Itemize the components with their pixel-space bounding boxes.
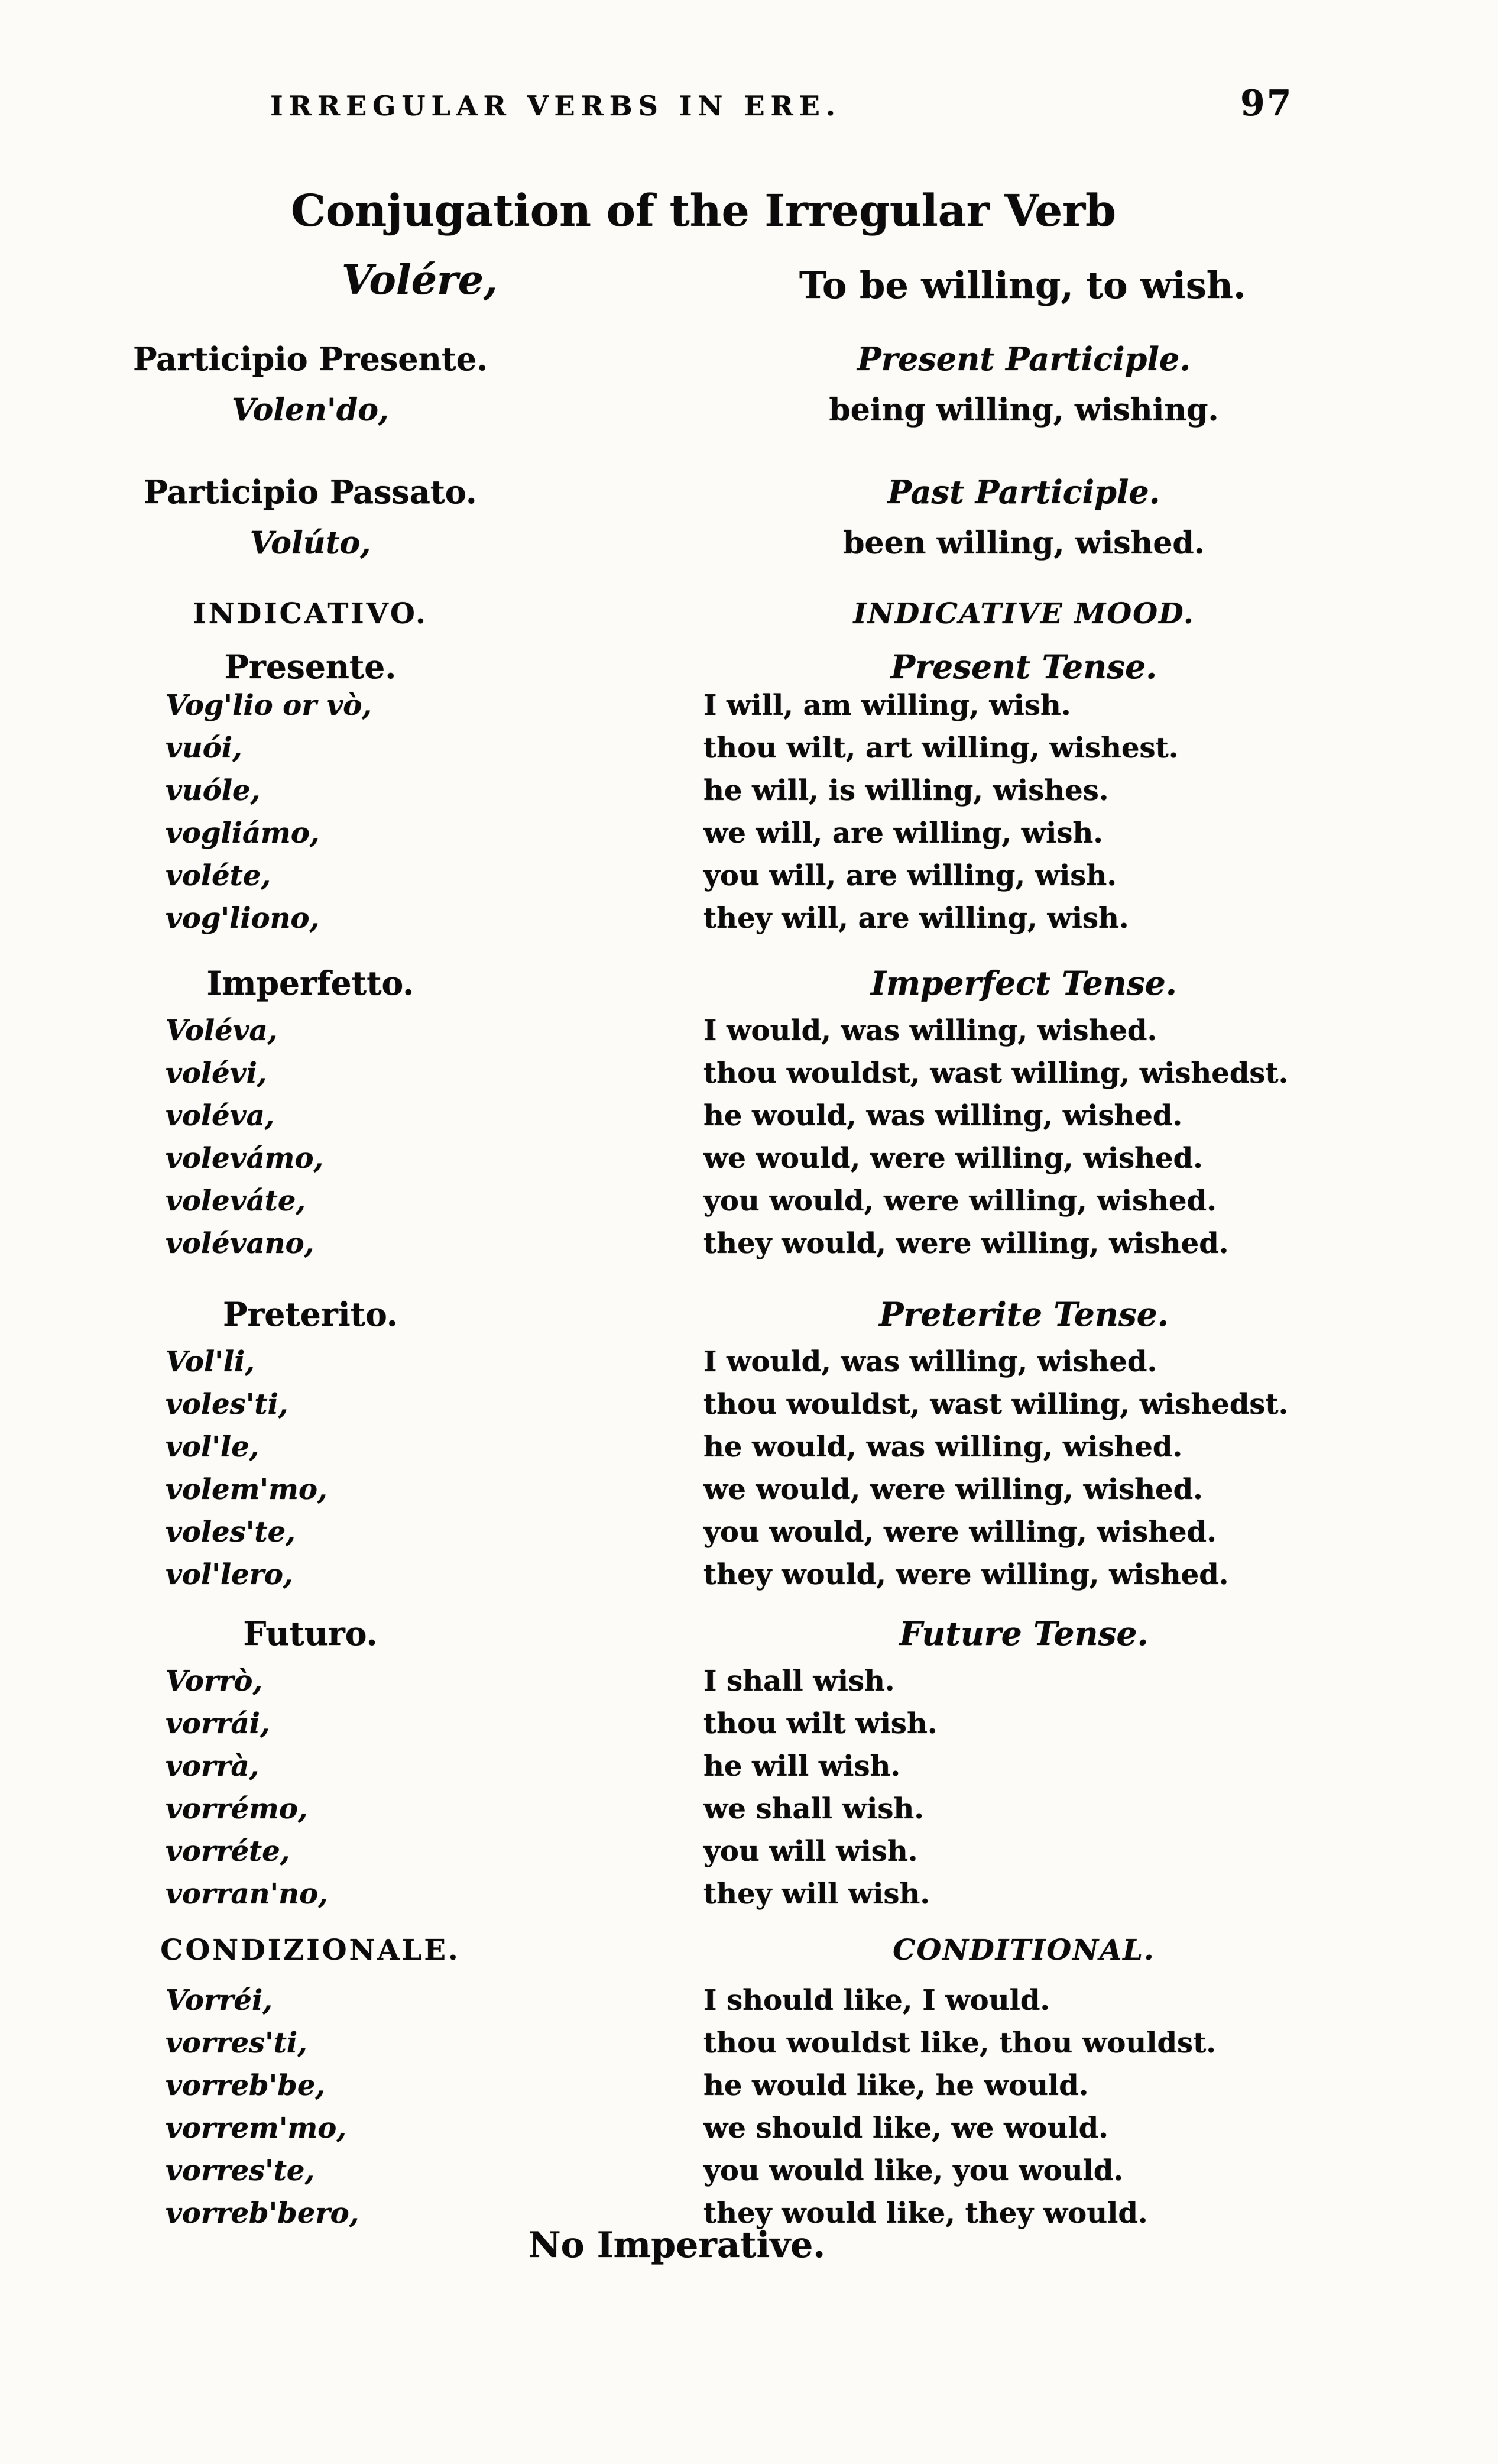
present-participle-block [0, 340, 1498, 444]
translation-english: I shall wish. [703, 1665, 895, 1698]
conjugation-row [0, 689, 1498, 731]
conjugation-row [0, 2069, 1498, 2112]
verb-form-italian: vol'le, [166, 1430, 260, 1463]
conjugation-row [0, 1227, 1498, 1270]
tense-label-italian: Futuro. [243, 1614, 378, 1653]
translation-english: you will wish. [703, 1835, 918, 1868]
verb-form-italian: volévano, [166, 1227, 314, 1260]
tense-label-english: Present Tense. [890, 647, 1157, 686]
conjugation-row [0, 859, 1498, 902]
conjugation-row [0, 1665, 1498, 1707]
translation-english: we should like, we would. [703, 2112, 1108, 2145]
conjugation-row [0, 1014, 1498, 1057]
section-heading-line [0, 1614, 1498, 1665]
conjugation-row [0, 1099, 1498, 1142]
conjugation-row [0, 2112, 1498, 2154]
verb-form-italian: vorreb'bero, [166, 2197, 359, 2230]
conjugation-row [0, 817, 1498, 859]
no-imperative-note: No Imperative. [528, 2225, 826, 2266]
verb-form-italian: vuóle, [166, 774, 261, 807]
past-participle-block [0, 473, 1498, 577]
tense-label-italian: Presente. [224, 647, 397, 686]
verb-form-italian: volévi, [166, 1057, 267, 1090]
page-number: 97 [1240, 83, 1293, 124]
participle-label-english: Past Participle. [887, 473, 1160, 511]
translation-english: I should like, I would. [703, 1984, 1050, 2017]
verb-form-italian: volevámo, [166, 1142, 324, 1175]
tense-label-italian: Imperfetto. [206, 964, 414, 1002]
translation-english: you will, are willing, wish. [703, 859, 1117, 892]
translation-english: we shall wish. [703, 1792, 924, 1825]
running-header: IRREGULAR VERBS IN ERE. [270, 90, 841, 122]
translation-english: thou wouldst, wast willing, wishedst. [703, 1057, 1289, 1090]
verb-form-italian: vorres'te, [166, 2154, 315, 2187]
verb-form-italian: Vog'lio or vò, [166, 689, 372, 722]
participle-label-english: Present Participle. [857, 340, 1191, 378]
verb-form-italian: vorrà, [166, 1750, 260, 1783]
conjugation-row [0, 2026, 1498, 2069]
translation-english: he will wish. [703, 1750, 901, 1783]
translation-english: they would, were willing, wished. [703, 1558, 1229, 1591]
tense-label-english: Future Tense. [899, 1614, 1149, 1653]
translation-english: you would like, you would. [703, 2154, 1124, 2187]
verb-form-italian: vuói, [166, 731, 242, 765]
translation-english: we will, are willing, wish. [703, 817, 1103, 850]
conjugation-row [0, 1388, 1498, 1430]
verb-form-italian: vorrémo, [166, 1792, 308, 1825]
verb-form-italian: volem'mo, [166, 1473, 328, 1506]
conjugation-row [0, 1984, 1498, 2026]
conjugation-row [0, 731, 1498, 774]
mood-label-italian: CONDIZIONALE. [160, 1934, 461, 1967]
verb-form-italian: vol'lero, [166, 1558, 293, 1591]
translation-english: we would, were willing, wished. [703, 1142, 1203, 1175]
section-heading-line [0, 1934, 1498, 1984]
verb-form-italian: voleváte, [166, 1184, 306, 1218]
translation-english: he will, is willing, wishes. [703, 774, 1109, 807]
translation-english: they would like, they would. [703, 2197, 1148, 2230]
conjugation-row [0, 1516, 1498, 1558]
verb-form-italian: Vorréi, [166, 1984, 273, 2017]
translation-english: I would, was willing, wished. [703, 1345, 1157, 1378]
tense-label-italian: Preterito. [223, 1295, 398, 1333]
tense-label-english: Preterite Tense. [879, 1295, 1169, 1333]
participle-form-italian: Volúto, [249, 525, 371, 561]
conjugation-section [0, 1295, 1498, 1601]
translation-english: thou wouldst like, thou wouldst. [703, 2026, 1216, 2060]
conjugation-row [0, 2154, 1498, 2197]
section-heading-line [0, 964, 1498, 1014]
participle-form-english: being willing, wishing. [829, 392, 1219, 428]
conjugation-row [0, 1057, 1498, 1099]
verb-form-italian: Vorrò, [166, 1665, 263, 1698]
section-heading-line [0, 1295, 1498, 1345]
verb-infinitive-italian: Volére, [342, 257, 498, 304]
section-heading-line [0, 647, 1498, 689]
conjugation-row [0, 1877, 1498, 1920]
conjugation-section [0, 1934, 1498, 2239]
translation-english: thou wouldst, wast willing, wishedst. [703, 1388, 1289, 1421]
mood-label-english: CONDITIONAL. [893, 1934, 1155, 1967]
participle-form-italian: Volen'do, [232, 392, 389, 428]
conjugation-row [0, 1184, 1498, 1227]
translation-english: I would, was willing, wished. [703, 1014, 1157, 1047]
mood-label-italian: INDICATIVO. [193, 597, 428, 630]
conjugation-row [0, 774, 1498, 817]
verb-form-italian: vorreb'be, [166, 2069, 326, 2102]
participle-label-italian: Participio Presente. [132, 340, 488, 378]
translation-english: they will, are willing, wish. [703, 902, 1129, 935]
verb-form-italian: vorran'no, [166, 1877, 328, 1911]
conjugation-row [0, 1835, 1498, 1877]
verb-meaning-english: To be willing, to wish. [799, 264, 1246, 307]
verb-form-italian: vorréte, [166, 1835, 290, 1868]
mood-label-english: INDICATIVE MOOD. [853, 597, 1195, 630]
verb-form-italian: vorres'ti, [166, 2026, 307, 2060]
page-title: Conjugation of the Irregular Verb [291, 186, 1116, 237]
conjugation-row [0, 1345, 1498, 1388]
verb-form-italian: voléva, [166, 1099, 275, 1132]
translation-english: he would, was willing, wished. [703, 1430, 1183, 1463]
translation-english: we would, were willing, wished. [703, 1473, 1203, 1506]
translation-english: thou wilt wish. [703, 1707, 938, 1740]
conjugation-section [0, 1614, 1498, 1920]
participle-form-english: been willing, wished. [843, 525, 1205, 561]
verb-form-italian: vorrem'mo, [166, 2112, 347, 2145]
conjugation-row [0, 1430, 1498, 1473]
translation-english: you would, were willing, wished. [703, 1184, 1217, 1218]
conjugation-row [0, 1558, 1498, 1601]
verb-form-italian: vogliámo, [166, 817, 320, 850]
translation-english: you would, were willing, wished. [703, 1516, 1217, 1549]
conjugation-row [0, 1707, 1498, 1750]
translation-english: I will, am willing, wish. [703, 689, 1071, 722]
conjugation-row [0, 902, 1498, 944]
tense-label-english: Imperfect Tense. [871, 964, 1177, 1002]
conjugation-section [0, 597, 1498, 944]
participle-label-italian: Participio Passato. [144, 473, 477, 511]
verb-form-italian: voles'te, [166, 1516, 296, 1549]
translation-english: he would, was willing, wished. [703, 1099, 1183, 1132]
verb-form-italian: vorrái, [166, 1707, 270, 1740]
conjugation-row [0, 1750, 1498, 1792]
verb-form-italian: voles'ti, [166, 1388, 288, 1421]
verb-form-italian: vog'liono, [166, 902, 320, 935]
verb-form-italian: Vol'li, [166, 1345, 255, 1378]
translation-english: he would like, he would. [703, 2069, 1089, 2102]
translation-english: they will wish. [703, 1877, 930, 1911]
translation-english: they would, were willing, wished. [703, 1227, 1229, 1260]
conjugation-row [0, 1792, 1498, 1835]
verb-form-italian: voléte, [166, 859, 271, 892]
verb-form-italian: Voléva, [166, 1014, 278, 1047]
conjugation-section [0, 964, 1498, 1270]
conjugation-row [0, 1473, 1498, 1516]
translation-english: thou wilt, art willing, wishest. [703, 731, 1179, 765]
section-heading-line [0, 597, 1498, 647]
conjugation-row [0, 1142, 1498, 1184]
